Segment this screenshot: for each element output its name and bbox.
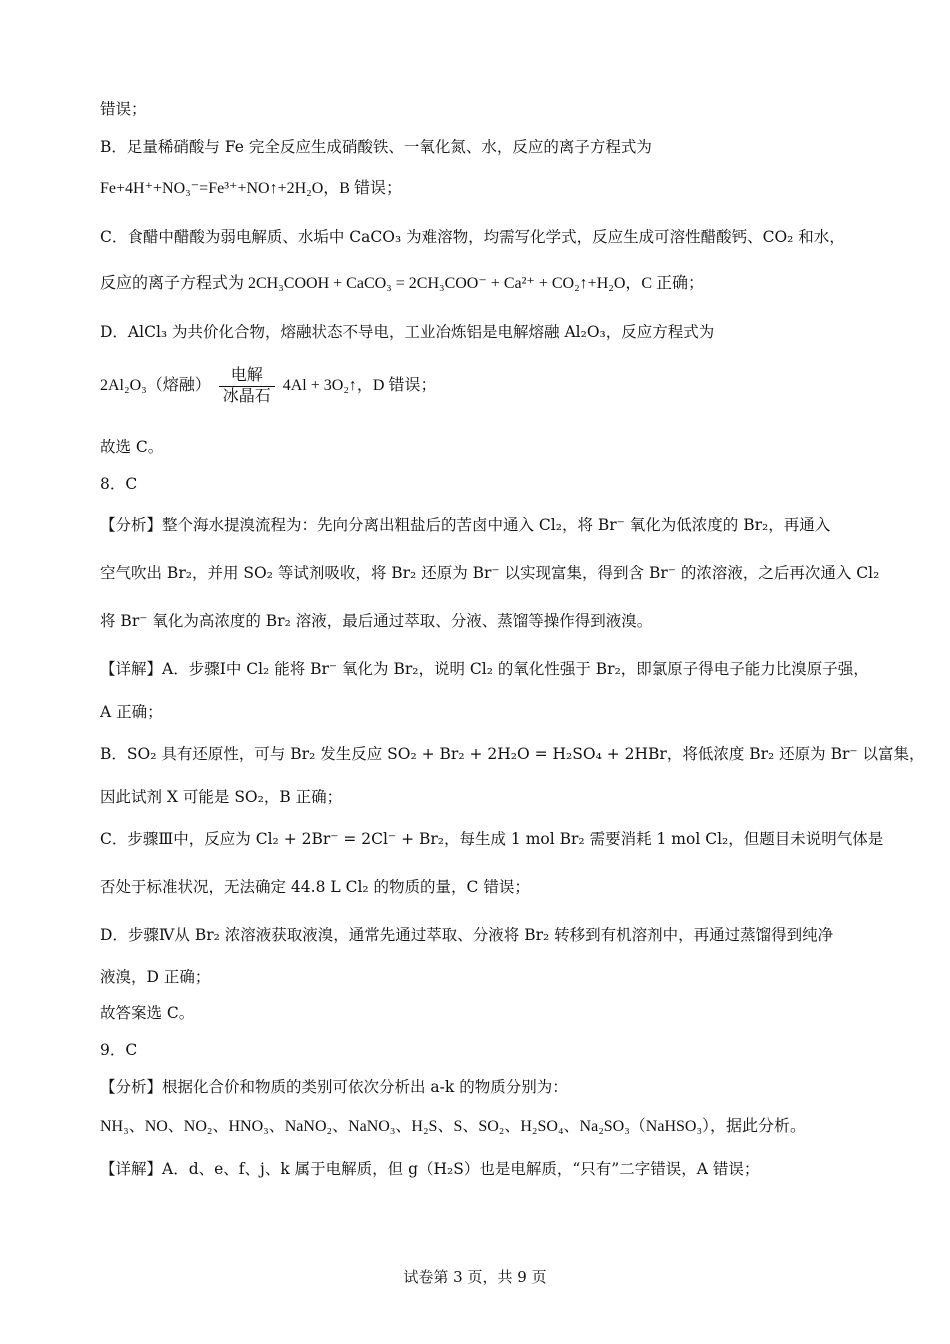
equation-line: Fe+4H⁺+NO₃⁻=Fe³⁺+NO↑+2H₂O，B 错误； <box>100 180 402 197</box>
text-line: 【分析】根据化合价和物质的类别可依次分析出 a-k 的物质分别为： <box>100 1078 568 1096</box>
equation-left: 2Al₂O₃（熔融） <box>100 377 211 394</box>
text-line: C．步骤Ⅲ中，反应为 Cl₂ + 2Br⁻ = 2Cl⁻ + Br₂，每生成 1 mol Br₂ 需要消耗 1 mol Cl₂，但题目未说明气体是 <box>100 830 884 848</box>
reaction-condition <box>219 366 275 407</box>
text-line: 空气吹出 Br₂，并用 SO₂ 等试剂吸收，将 Br₂ 还原为 Br⁻ 以实现富集，得到含 Br⁻ 的浓溶液，之后再次通入 Cl₂ <box>100 564 880 582</box>
condition-top: 电解 <box>219 366 275 387</box>
condition-bottom: 冰晶石 <box>222 387 271 405</box>
al-electrolysis-equation <box>100 364 870 408</box>
text-line: 故答案选 C。 <box>100 1004 195 1022</box>
text-line: B．足量稀硝酸与 Fe 完全反应生成硝酸铁、一氧化氮、水，反应的离子方程式为 <box>100 138 652 156</box>
text-line: 错误； <box>100 100 147 118</box>
text-line: D．AlCl₃ 为共价化合物，熔融状态不导电，工业冶炼铝是电解熔融 Al₂O₃，反应方程式为 <box>100 323 715 341</box>
text-line: 将 Br⁻ 氧化为高浓度的 Br₂ 溶液，最后通过萃取、分液、蒸馏等操作得到液溴。 <box>100 612 653 630</box>
text-line: C．食醋中醋酸为弱电解质、水垢中 CaCO₃ 为难溶物，均需写化学式，反应生成可溶性醋酸钙、CO₂ 和水， <box>100 228 845 246</box>
text-line: 因此试剂 X 可能是 SO₂，B 正确； <box>100 788 343 806</box>
text-line: 液溴，D 正确； <box>100 968 211 986</box>
text-line: 【详解】A．d、e、f、j、k 属于电解质，但 g（H₂S）也是电解质，“只有”二字错误，A 错误； <box>100 1160 760 1178</box>
text-line: 否处于标准状况，无法确定 44.8 L Cl₂ 的物质的量，C 错误； <box>100 878 530 896</box>
text-line: D．步骤Ⅳ从 Br₂ 浓溶液获取液溴，通常先通过萃取、分液将 Br₂ 转移到有机溶剂中，再通过蒸馏得到纯净 <box>100 926 834 944</box>
text-line: 故选 C。 <box>100 438 164 456</box>
text-line: A 正确； <box>100 703 163 721</box>
text-line: NH₃、NO、NO₂、HNO₃、NaNO₂、NaNO₃、H₂S、S、SO₂、H₂SO₄、Na₂SO₃（NaHSO₃），据此分析。 <box>100 1118 807 1135</box>
question-number: 9．C <box>100 1041 138 1059</box>
text-line: 【详解】A．步骤Ⅰ中 Cl₂ 能将 Br⁻ 氧化为 Br₂，说明 Cl₂ 的氧化性强于 Br₂，即氯原子得电子能力比溴原子强， <box>100 660 869 678</box>
text-line: B．SO₂ 具有还原性，可与 Br₂ 发生反应 SO₂ + Br₂ + 2H₂O = H₂SO₄ + 2HBr，将低浓度 Br₂ 还原为 Br⁻ 以富集， <box>100 745 925 763</box>
equation-line: 反应的离子方程式为 2CH₃COOH + CaCO₃ = 2CH₃COO⁻ + Ca²⁺ + CO₂↑+H₂O，C 正确； <box>100 275 705 292</box>
equation-right: 4Al + 3O₂↑，D 错误； <box>282 377 437 394</box>
text-line: 【分析】整个海水提溴流程为：先向分离出粗盐后的苦卤中通入 Cl₂，将 Br⁻ 氧化为低浓度的 Br₂，再通入 <box>100 516 831 534</box>
question-number: 8．C <box>100 475 138 493</box>
page-footer: 试卷第 3 页，共 9 页 <box>403 1268 547 1286</box>
